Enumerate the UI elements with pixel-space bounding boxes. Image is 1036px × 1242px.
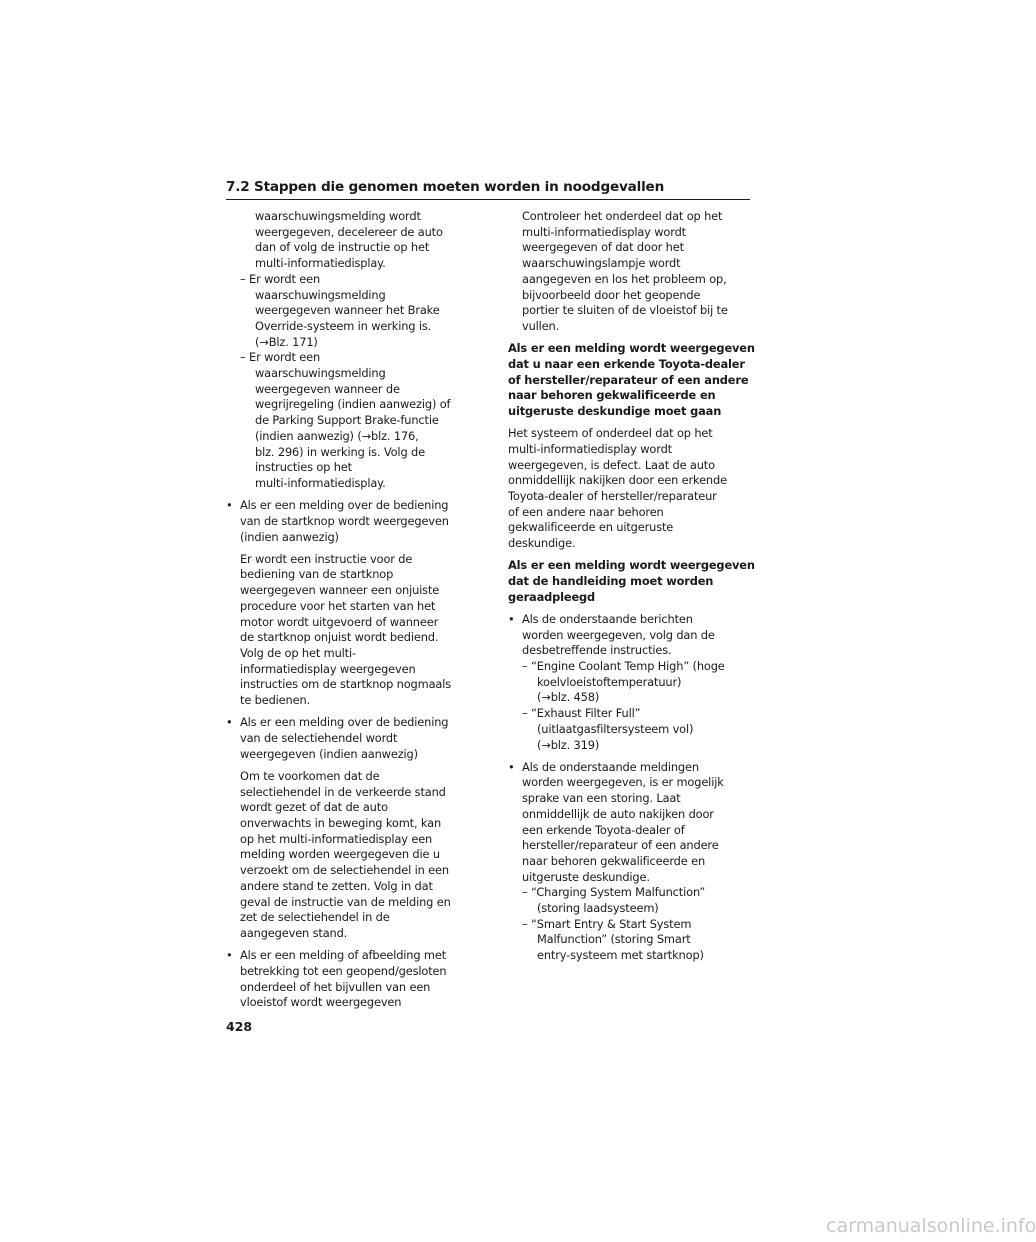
text-line: geval de instructie van de melding en [240,894,451,909]
text-line: naar behoren gekwalificeerde en [508,388,716,403]
dash-item [508,706,750,753]
text-line: wordt gezet of dat de auto [240,800,388,815]
bullet-icon: • [508,759,515,774]
page-reference: (→Blz. 171) [255,334,318,349]
text-line: onderdeel of het bijvullen van een [240,979,431,994]
text-line: aangegeven en los het probleem op, [522,271,727,286]
paragraph [226,769,470,942]
text-line: desbetreffende instructies. [522,643,672,658]
text-line: (indien aanwezig) [240,529,339,544]
text-line: van de selectiehendel wordt [240,731,398,745]
text-line: Als er een melding over de bediening [240,498,449,513]
text-line: gekwalificeerde en uitgeruste [508,520,674,535]
text-line: waarschuwingsmelding [255,287,386,302]
text-line: worden weergegeven, is er mogelijk [522,775,724,790]
bullet-icon: • [226,948,233,963]
text-line: multi-informatiedisplay. [255,475,386,490]
text-line: aangegeven stand. [240,925,348,940]
dash-item [226,350,470,491]
text-line: de startknop onjuist wordt bediend. [240,630,439,645]
text-line: Als er een melding of afbeelding met [240,948,447,963]
text-line: multi-informatiedisplay wordt [508,441,672,456]
text-line: instructies om de startknop nogmaals [240,677,452,692]
text-line: blz. 296) in werking is. Volg de [255,444,425,459]
text-line: entry-systeem met startknop) [537,948,704,963]
text-line: van de startknop wordt weergegeven [240,513,449,528]
text-line: melding worden weergegeven die u [240,847,440,862]
text-line: waarschuwingsmelding wordt [255,209,421,223]
text-line: Als de onderstaande berichten [522,611,693,626]
subheading [508,558,755,605]
text-line: wegrijregeling (indien aanwezig) of [255,397,451,412]
text-line: dan of volg de instructie op het [255,240,430,255]
text-line: – Er wordt een [240,271,321,286]
text-line: onmiddellijk de auto nakijken door [522,806,714,821]
text-line: weergegeven wanneer de [255,381,400,396]
text-line: waarschuwingsmelding [255,366,386,381]
text-line: weergegeven wanneer het Brake [255,303,440,318]
page-reference: (→blz. 319) [537,737,600,752]
text-line: Om te voorkomen dat de [240,768,380,783]
text-line: geraadpleegd [508,589,596,604]
text-line: procedure voor het starten van het [240,598,436,613]
text-line: Als de onderstaande meldingen [522,759,699,774]
text-line: Toyota-dealer of hersteller/reparateur [508,488,717,503]
text-line: Als er een melding wordt weergegeven [508,341,755,356]
text-line: uitgeruste deskundige. [522,869,650,884]
text-line: betrekking tot een geopend/gesloten [240,963,447,978]
text-line: of een andere naar behoren [508,504,664,519]
watermark: carmanualsonline.info [826,1215,1036,1237]
text-line: dat de handleiding moet worden [508,573,714,588]
text-line: op het multi-informatiedisplay een [240,831,433,846]
text-line: dat u naar een erkende Toyota-dealer [508,356,745,371]
page-reference: (→blz. 458) [537,690,600,705]
text-line: worden weergegeven, volg dan de [522,627,715,642]
text-line: weergegeven wanneer een onjuiste [240,583,440,598]
bullet-item [226,948,470,1011]
bullet-item [508,612,750,659]
paragraph [226,209,470,272]
text-line: Het systeem of onderdeel dat op het [508,426,713,441]
bullet-item [226,715,470,762]
text-line: uitgeruste deskundige moet gaan [508,403,722,418]
bullet-icon: • [508,611,515,626]
text-line: Malfunction” (storing Smart [537,932,691,947]
text-line: onverwachts in beweging komt, kan [240,816,442,831]
text-line: sprake van een storing. Laat [522,791,681,806]
text-line: onmiddellijk nakijken door een erkende [508,473,727,488]
text-line: vullen. [522,318,560,333]
text-line: motor wordt uitgevoerd of wanneer [240,614,439,629]
page-number: 428 [226,1019,253,1034]
dash-item [508,659,750,706]
text-line: Als er een melding wordt weergegeven [508,558,755,573]
text-line: te bedienen. [240,693,311,708]
paragraph [508,209,750,335]
dash-item [508,917,750,964]
text-line: Override-systeem in werking is. [255,318,432,333]
text-line: informatiedisplay weergegeven [240,661,416,676]
bullet-item [508,760,750,886]
text-line: – “Engine Coolant Temp High” (hoge [522,658,725,673]
text-line: Volg de op het multi- [240,645,356,660]
text-line: Als er een melding over de bediening [240,715,449,730]
page-reference: (indien aanwezig) (→blz. 176, [255,428,419,443]
text-line: bijvoorbeeld door het geopende [522,287,701,302]
text-line: zet de selectiehendel in de [240,910,390,925]
paragraph [508,426,750,552]
text-line: – “Charging System Malfunction” [522,885,706,900]
dash-item [226,272,470,351]
text-line: weergegeven of dat door het [522,240,684,255]
paragraph [226,552,470,709]
bullet-icon: • [226,498,233,513]
text-line: instructies op het [255,460,352,475]
text-line: koelvloeistoftemperatuur) [537,674,682,689]
text-line: weergegeven (indien aanwezig) [240,746,418,761]
bullet-item [226,498,470,545]
text-line: andere stand te zetten. Volg in dat [240,878,433,893]
text-line: vloeistof wordt weergegeven [240,995,402,1010]
text-line: – “Exhaust Filter Full” [522,706,641,721]
text-line: verzoekt om de selectiehendel in een [240,863,449,878]
text-line: – “Smart Entry & Start System [522,916,692,931]
dash-item [508,885,750,916]
text-line: Controleer het onderdeel dat op het [522,209,723,223]
text-line: weergegeven, is defect. Laat de auto [508,457,715,472]
text-line: portier te sluiten of de vloeistof bij te [522,303,728,318]
bullet-icon: • [226,715,233,730]
text-line: naar behoren gekwalificeerde en [522,853,706,868]
text-line: weergegeven, decelereer de auto [255,224,443,239]
text-line: of hersteller/reparateur of een andere [508,372,749,387]
text-line: (uitlaatgasfiltersysteem vol) [537,721,694,736]
text-line: selectiehendel in de verkeerde stand [240,784,446,799]
text-line: multi-informatiedisplay wordt [522,224,686,239]
text-line: multi-informatiedisplay. [255,256,386,271]
text-line: deskundige. [508,536,576,551]
text-line: waarschuwingslampje wordt [522,256,681,271]
text-line: een erkende Toyota-dealer of [522,822,685,837]
text-line: (storing laadsysteem) [537,901,659,916]
section-header: 7.2 Stappen die genomen moeten worden in noodgevallen [226,178,750,200]
left-column [226,209,470,1011]
subheading [508,341,755,420]
right-column [508,209,755,964]
text-line: de Parking Support Brake-functie [255,413,439,428]
text-line: bediening van de startknop [240,567,394,582]
text-line: – Er wordt een [240,350,321,365]
text-line: Er wordt een instructie voor de [240,551,413,566]
text-line: hersteller/reparateur of een andere [522,838,719,853]
